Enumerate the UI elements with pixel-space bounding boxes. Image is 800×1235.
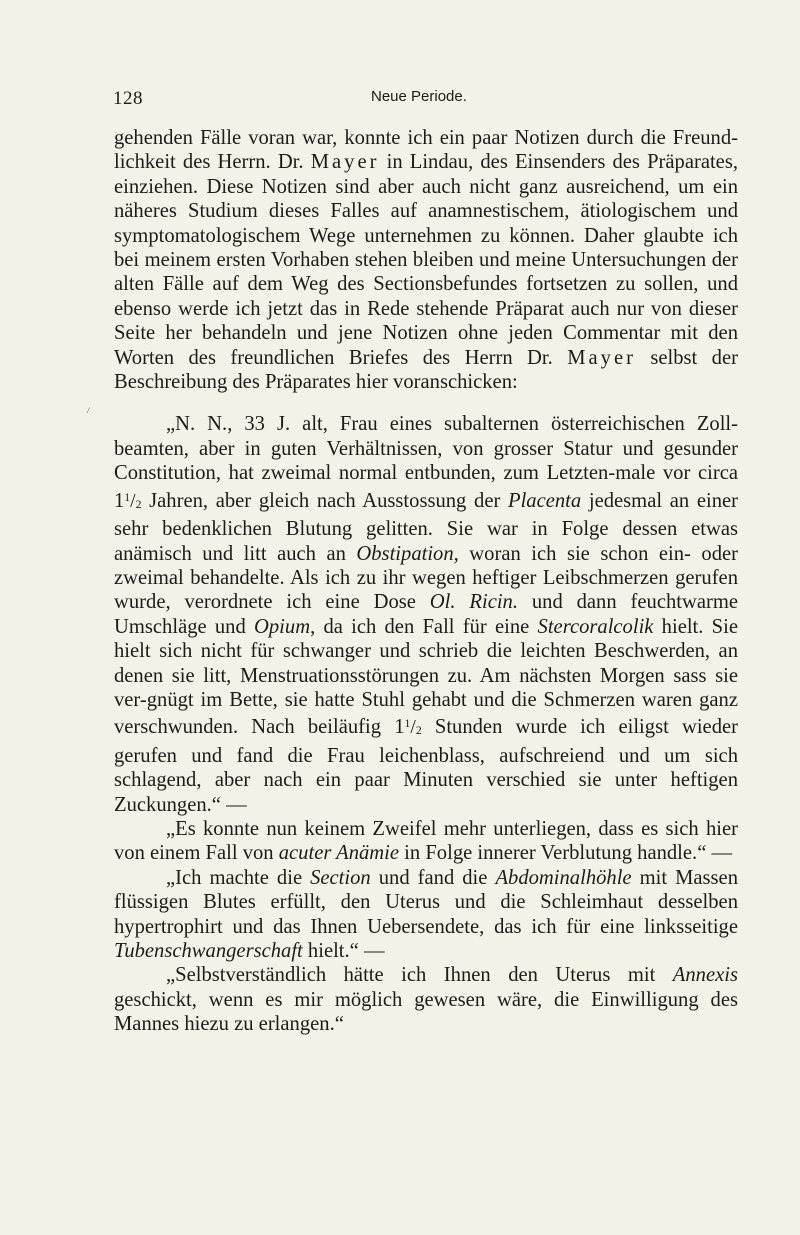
paragraph-quote-4 <box>114 963 738 1036</box>
text-run: hielt.“ — <box>302 940 385 963</box>
text-run: „N. N., 33 J. alt, Frau eines subalternen österreichischen Zoll-beamten, aber in guten Verhältnissen, von grosser Statur und gesunder Constitution, hat zweimal normal entbunden, zum Letzten-male vor circa 1 <box>114 413 738 512</box>
text-run: „Es konnte nun keinem Zweifel mehr unterliegen, dass es sich hier von einem Fall von <box>114 818 738 865</box>
italic-term: Obstipation, <box>356 542 459 565</box>
italic-term: Stercoralcolik <box>537 615 654 638</box>
paragraph-quote-2 <box>114 817 738 866</box>
italic-term: Tubenschwangerschaft <box>114 940 303 963</box>
fraction-denominator: 2 <box>415 724 422 738</box>
fraction-numerator: 1 <box>404 717 411 731</box>
italic-term: acuter Anämie <box>278 842 400 865</box>
text-run: in Lindau, des Einsenders des Präparates, einziehen. Diese Notizen sind aber auch nicht ganz ausreichend, um ein näheres Studium dieses Falles auf anamnestischem, ätiologischem und symptomatologischem Wege unternehmen zu können. Daher glaubte ich bei meinem ersten Vorhaben stehen bleiben und meine Untersuchungen der alten Fälle auf dem Weg des Sectionsbefundes fortsetzen zu sollen, und ebenso werde ich jetzt das in Rede stehende Präparat auch nur von dieser Seite her behandeln und jene Notizen ohne jeden Commentar mit den Worten des freundlichen Briefes des Herrn Dr. <box>114 151 738 369</box>
italic-term: Annexis <box>672 964 738 987</box>
page-number: 128 <box>113 88 143 109</box>
text-run: Stunden wurde ich eiligst wieder gerufen und fand die Frau leichenblass, aufschreiend und um sich schlagend, aber nach ein paar Minuten verschied sie unter heftigen Zuckungen.“ — <box>114 716 738 816</box>
running-head <box>0 88 800 112</box>
body-text <box>114 126 738 1037</box>
author-name: Mayer <box>310 151 380 174</box>
fraction-half: $^1/_2$ <box>124 490 142 512</box>
text-run: in Folge innerer Verblutung handle.“ — <box>399 842 733 865</box>
text-run: und dann feuchtwarme Umschläge und <box>114 591 739 638</box>
text-run: „Selbstverständlich hätte ich Ihnen den Uterus mit <box>166 964 673 987</box>
author-name: Mayer <box>567 346 636 369</box>
paragraph-quote-3 <box>114 866 738 964</box>
text-run: selbst der Beschreibung des Präparates hier voranschicken: <box>114 346 738 394</box>
text-run: Jahren, aber gleich nach Ausstossung der <box>141 489 508 512</box>
fraction-numerator: 1 <box>124 490 131 504</box>
text-run: , da ich den Fall für eine <box>310 615 538 638</box>
paragraph-intro <box>114 126 738 394</box>
italic-term: Placenta <box>508 489 582 512</box>
fraction-half: $^1/_2$ <box>404 717 422 739</box>
italic-term: Section <box>310 866 371 889</box>
italic-term: Opium <box>254 615 311 638</box>
text-run: „Ich machte die <box>166 866 311 889</box>
paragraph-quote-1 <box>114 412 738 817</box>
fraction-denominator: 2 <box>135 497 142 511</box>
text-run: hielt. Sie hielt sich nicht für schwanger und schrieb die leichten Beschwerden, an denen sie litt, Menstruationsstörungen zu. Am nächsten Morgen sass sie ver-gnügt im Bette, sie hatte Stuhl gehabt und die Schmerzen waren ganz verschwunden. Nach beiläufig 1 <box>114 615 738 739</box>
text-run: geschickt, wenn es mir möglich gewesen wäre, die Einwilligung des Mannes hiezu zu erlangen.“ <box>114 988 738 1036</box>
text-run: jedesmal an einer sehr bedenklichen Blutung gelitten. Sie war in Folge dessen etwas anämisch und litt auch an <box>114 489 739 565</box>
italic-term: Ol. Ricin. <box>429 591 518 614</box>
text-run: gehenden Fälle voran war, konnte ich ein paar Notizen durch die Freund-lichkeit des Herrn. Dr. <box>114 127 738 174</box>
running-title: Neue Periode. <box>371 88 467 105</box>
text-run: woran ich sie schon ein- oder zweimal behandelte. Als ich zu ihr wegen heftiger Leibschmerzen gerufen wurde, verordnete ich eine Dose <box>114 542 738 614</box>
margin-mark: \ <box>83 405 93 415</box>
text-run: und fand die <box>370 866 496 889</box>
text-run: mit Massen flüssigen Blutes erfüllt, den Uterus und die Schleimhaut desselben hypertrophirt und das Ihnen Uebersendete, das ich für eine linksseitige <box>114 866 738 938</box>
italic-term: Abdominalhöhle <box>495 866 632 889</box>
